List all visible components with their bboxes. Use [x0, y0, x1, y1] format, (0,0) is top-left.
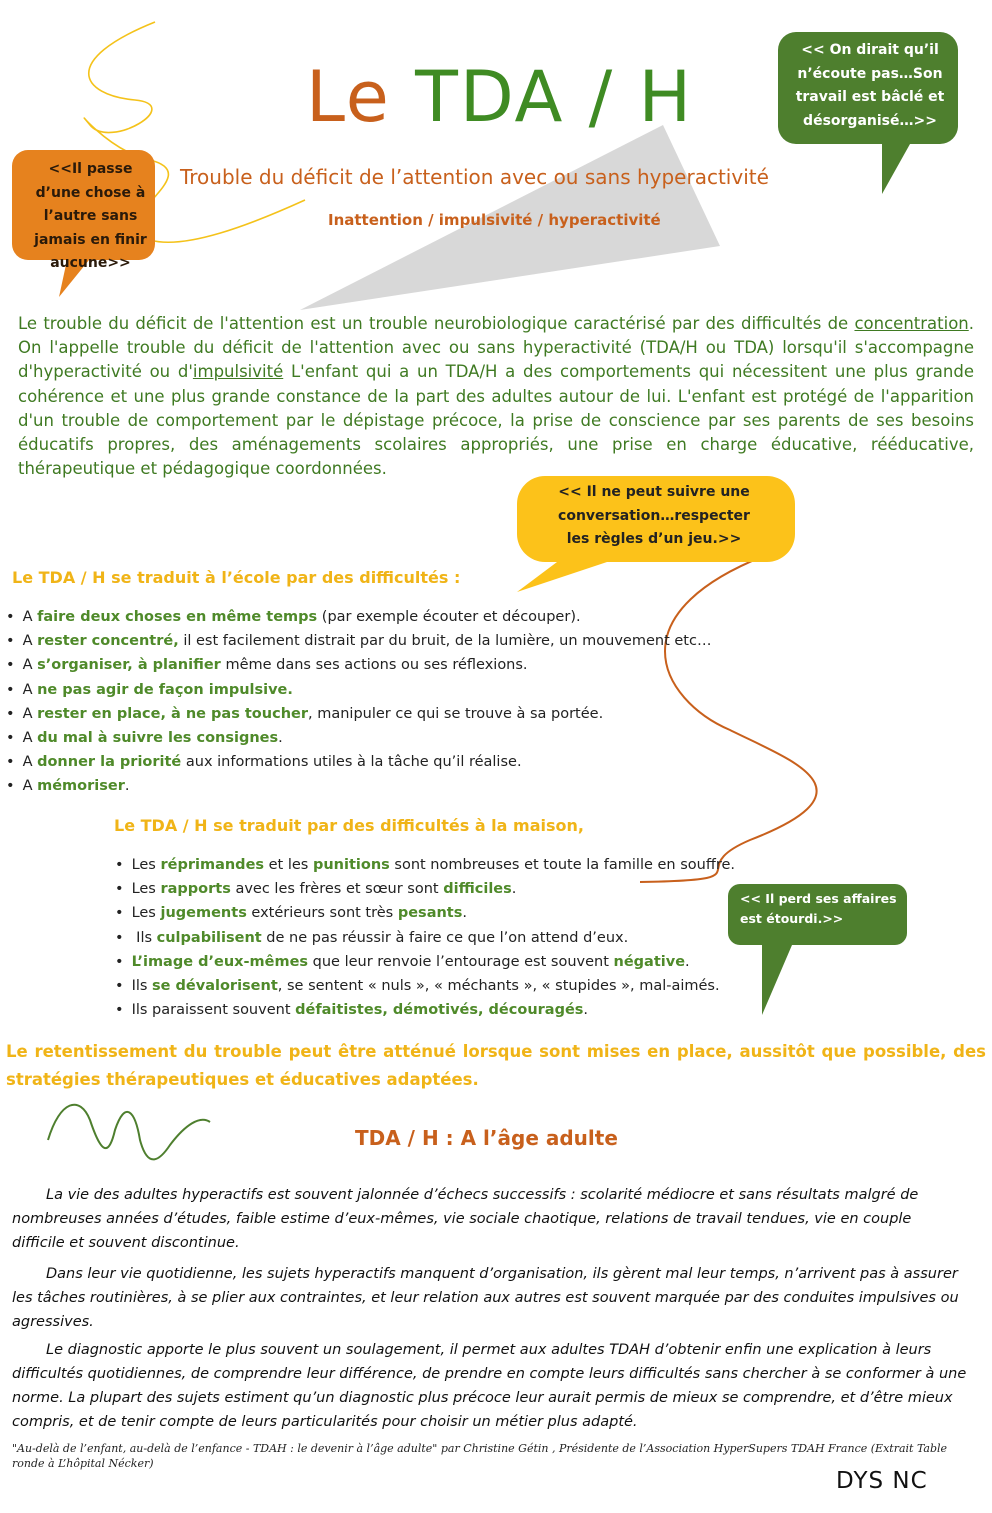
list-item: • A du mal à suivre les consignes. — [6, 726, 711, 750]
orange-bubble-text: <<Il passe d’une chose à l’autre sans jamais en finir aucune>> — [34, 161, 147, 271]
intro-paragraph — [18, 312, 974, 481]
adult-heading: TDA / H : A l’âge adulte — [355, 1126, 618, 1150]
list-item: • Les jugements extérieurs sont très pesants. — [115, 901, 735, 925]
intro-text-3: L'enfant qui a un TDA/H a des comportements qui nécessitent une plus grande cohérence et une plus grande constance de la part des adultes autour de lui. L'enfant est protégé de l'apparition d'un trouble de comportement par le dépistage précoce, la prise de conscience par ses parents de ses besoins éducatifs propres, des aménagements scolaires appropriés, une prise en charge éducative, rééducative, thérapeutique et pédagogique coordonnées. — [18, 362, 974, 479]
list-item: • A faire deux choses en même temps (par exemple écouter et découper). — [6, 605, 711, 629]
list-item: • A ne pas agir de façon impulsive. — [6, 678, 711, 702]
list-item: • A rester concentré, il est facilement distrait par du bruit, de la lumière, un mouvement etc… — [6, 629, 711, 653]
home-list — [115, 853, 735, 1022]
citation: "Au-delà de l’enfant, au-delà de l’enfance - TDAH : le devenir à l’âge adulte" par Christine Gétin , Présidente de l’Association HyperSupers TDAH France (Extrait Table ronde à L’hôpital Nécker) — [12, 1442, 948, 1470]
list-item: • A donner la priorité aux informations utiles à la tâche qu’il réalise. — [6, 750, 711, 774]
concentration-link[interactable]: concentration — [854, 314, 969, 333]
list-item: • L’image d’eux-mêmes que leur renvoie l’entourage est souvent négative. — [115, 950, 735, 974]
list-item: • Ils culpabilisent de ne pas réussir à faire ce que l’on attend d’eux. — [115, 926, 735, 950]
list-item: • A s’organiser, à planifier même dans ses actions ou ses réflexions. — [6, 653, 711, 677]
home-heading: Le TDA / H se traduit par des difficultés à la maison, — [114, 816, 584, 835]
school-list — [6, 605, 711, 799]
school-heading: Le TDA / H se traduit à l’école par des difficultés : — [12, 568, 461, 587]
green-squiggle — [48, 1105, 210, 1160]
intro-text-1: Le trouble du déficit de l'attention est un trouble neurobiologique caractérisé par des difficultés de — [18, 314, 855, 333]
adult-paragraph-1: La vie des adultes hyperactifs est souvent jalonnée d’échecs successifs : scolarité médiocre et sans résultats malgré de nombreuses années d’études, faible estime d’eux-mêmes, vie sociale chaotique, relations de travail tendues, vie en couple difficile et souvent discontinue. — [12, 1187, 919, 1251]
list-item: • A rester en place, à ne pas toucher, manipuler ce qui se trouve à sa portée. — [6, 702, 711, 726]
list-item: • Ils paraissent souvent défaitistes, démotivés, découragés. — [115, 998, 735, 1022]
subtitle: Trouble du déficit de l’attention avec ou sans hyperactivité — [180, 165, 769, 189]
yellow-bubble-text: << Il ne peut suivre une conversation…respecter les règles d’un jeu.>> — [558, 484, 750, 547]
title-part2: TDA / H — [415, 56, 694, 138]
title-part1: Le — [306, 56, 391, 138]
intro-text-2: . On l'appelle trouble du déficit de l'attention avec ou sans hyperactivité (TDA/H ou TDA) lorsqu'il s'accompagne d'hyperactivité ou d' — [18, 314, 974, 382]
impulsivite-link[interactable]: impulsivité — [192, 362, 284, 382]
adult-paragraph-3: Le diagnostic apporte le plus souvent un soulagement, il permet aux adultes TDAH d’obtenir enfin une explication à leurs difficultés quotidiennes, de comprendre leur différence, de prendre en compte leurs difficultés sans chercher à se conformer à une norme. La plupart des sujets estiment qu’un diagnostic plus précoce leur aurait permis de mieux se comprendre, et d’être mieux compris, et de tenir compte de leurs particularités pour choisir un métier plus adapté. — [12, 1342, 967, 1430]
treatment-note: Le retentissement du trouble peut être atténué lorsque sont mises en place, aussitôt que possible, des stratégies thérapeutiques et éducatives adaptées. — [6, 1042, 986, 1089]
tagline: Inattention / impulsivité / hyperactivité — [328, 211, 661, 229]
footer-brand: DYS NC — [836, 1468, 928, 1494]
green-small-bubble-text: << Il perd ses affaires est étourdi.>> — [740, 891, 897, 926]
list-item: • Les réprimandes et les punitions sont nombreuses et toute la famille en souffre. — [115, 853, 735, 877]
page-title — [306, 52, 693, 142]
list-item: • Ils se dévalorisent, se sentent « nuls », « méchants », « stupides », mal-aimés. — [115, 974, 735, 998]
adult-paragraph-2: Dans leur vie quotidienne, les sujets hyperactifs manquent d’organisation, ils gèrent mal leur temps, n’arrivent pas à assurer les tâches routinières, à se plier aux contraintes, et leur relation aux autres est souvent marquée par des conduites impulsives ou agressives. — [12, 1266, 959, 1330]
list-item: • Les rapports avec les frères et sœur sont difficiles. — [115, 877, 735, 901]
list-item: • A mémoriser. — [6, 774, 711, 798]
green-top-bubble-text: << On dirait qu’il n’écoute pas…Son travail est bâclé et désorganisé…>> — [795, 42, 945, 129]
